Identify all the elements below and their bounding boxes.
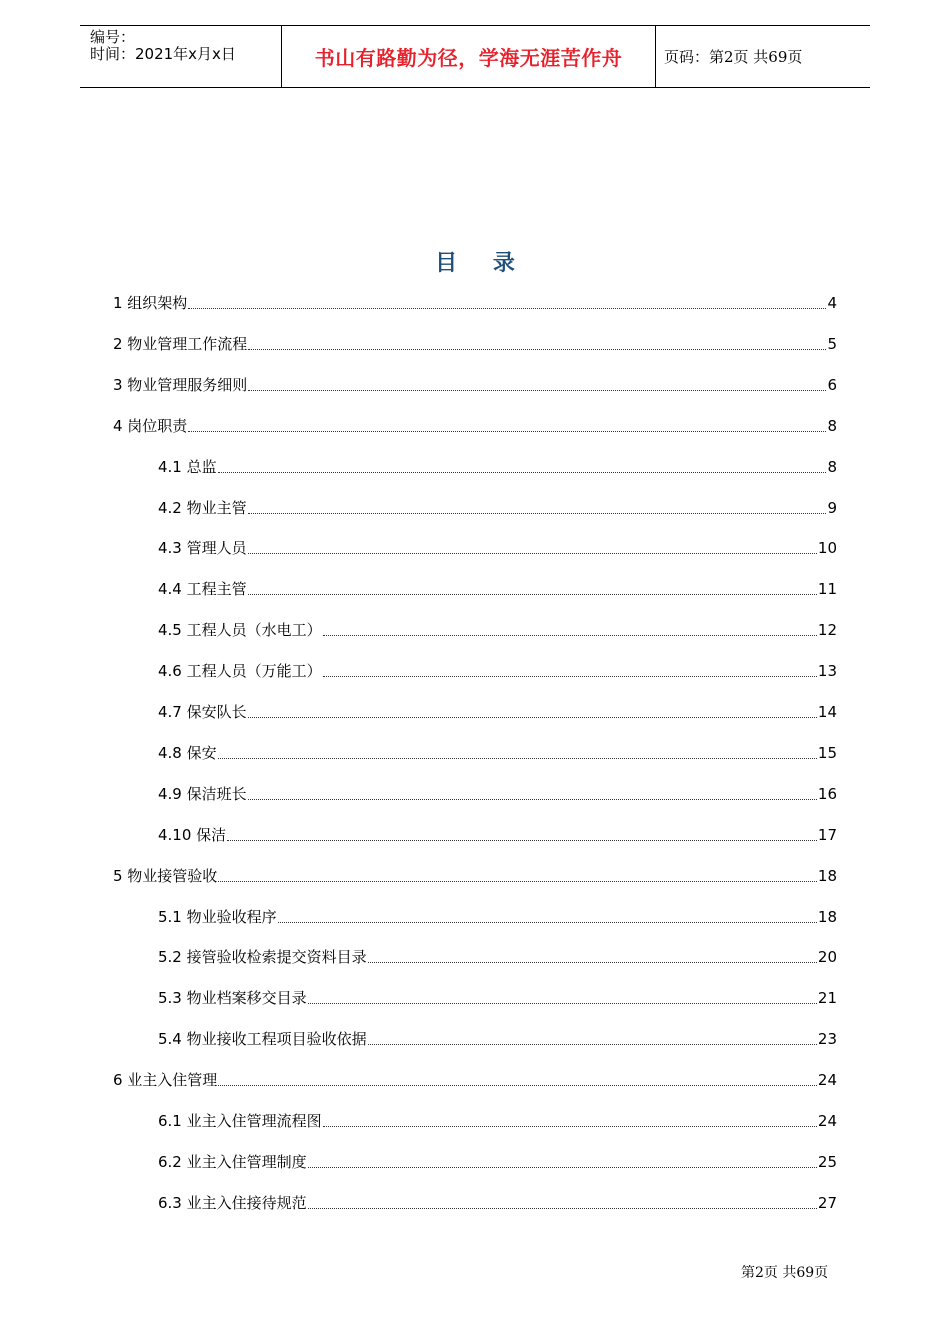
toc-entry[interactable] <box>158 575 837 603</box>
toc-entry[interactable] <box>158 739 837 767</box>
toc-entry[interactable] <box>113 371 837 399</box>
toc-entry-page-number: 11 <box>817 580 837 599</box>
toc-entry-page-number: 9 <box>827 498 837 517</box>
toc-entry-label: 4.7 保安队长 <box>158 703 247 721</box>
toc-entry-page-number: 18 <box>817 907 837 926</box>
toc-leader-dots <box>188 430 826 432</box>
toc-entry-label: 4.9 保洁班长 <box>158 784 247 803</box>
toc-leader-dots <box>278 921 817 923</box>
toc-leader-dots <box>248 348 826 350</box>
toc-leader-dots <box>248 552 817 554</box>
toc-entry-label: 4 岗位职责 <box>113 416 188 435</box>
toc-title: 目 录 <box>435 251 529 276</box>
document-number-label: 编号： <box>90 28 136 46</box>
toc-leader-dots <box>248 798 817 800</box>
toc-entry-label: 4.1 总监 <box>158 457 217 476</box>
toc-entry-label: 5 物业接管验收 <box>113 866 218 885</box>
toc-entry-page-number: 8 <box>827 416 837 435</box>
toc-leader-dots <box>248 716 817 718</box>
toc-entry[interactable] <box>158 616 837 644</box>
toc-entry-page-number: 15 <box>817 743 837 762</box>
toc-leader-dots <box>218 471 827 473</box>
toc-leader-dots <box>323 675 817 677</box>
toc-leader-dots <box>368 961 817 963</box>
document-time-label: 时间：2021年x月x日 <box>90 45 236 63</box>
toc-entry-label: 4.10 保洁 <box>158 825 227 844</box>
toc-entry[interactable] <box>158 1189 837 1217</box>
toc-entry-label: 4.5 工程人员（水电工） <box>158 621 322 640</box>
toc-entry-label: 6.1 业主入住管理流程图 <box>158 1112 322 1130</box>
header-meta <box>80 26 282 87</box>
toc-leader-dots <box>248 389 826 391</box>
toc-entry[interactable] <box>158 1025 837 1053</box>
toc-leader-dots <box>218 757 817 759</box>
toc-leader-dots <box>227 839 817 841</box>
toc-leader-dots <box>308 1207 817 1209</box>
toc-entry-label: 5.3 物业档案移交目录 <box>158 989 307 1008</box>
toc-entry[interactable] <box>158 1148 837 1176</box>
toc-entry-label: 4.2 物业主管 <box>158 498 247 517</box>
toc-entry[interactable] <box>158 780 837 808</box>
toc-entry-page-number: 24 <box>817 1071 837 1090</box>
toc-entry-page-number: 24 <box>817 1112 837 1130</box>
toc-entry-page-number: 25 <box>817 1152 837 1171</box>
header-page-info: 页码：第2页 共69页 <box>664 48 803 66</box>
toc-entry-label: 2 物业管理工作流程 <box>113 334 248 353</box>
header-motto: 书山有路勤为径，学海无涯苦作舟 <box>282 26 656 87</box>
toc-entry-label: 1 组织架构 <box>113 294 188 312</box>
toc-entry[interactable] <box>158 1107 837 1135</box>
toc-entry[interactable] <box>113 1066 837 1094</box>
toc-entry-label: 6.2 业主入住管理制度 <box>158 1152 307 1171</box>
toc-entry[interactable] <box>158 453 837 481</box>
toc-entry-label: 5.1 物业验收程序 <box>158 907 277 926</box>
toc-entry[interactable] <box>158 943 837 971</box>
toc-entry-page-number: 4 <box>827 294 837 312</box>
toc-leader-dots <box>308 1166 817 1168</box>
footer-page-info: 第2页 共69页 <box>741 1265 829 1281</box>
toc-entry-page-number: 12 <box>817 621 837 640</box>
toc-entry-label: 4.4 工程主管 <box>158 580 247 599</box>
toc-entry-page-number: 17 <box>817 825 837 844</box>
toc-entry-label: 3 物业管理服务细则 <box>113 375 248 394</box>
toc-entry[interactable] <box>113 862 837 890</box>
toc-entry[interactable] <box>158 657 837 685</box>
toc-entry-label: 4.3 管理人员 <box>158 539 247 558</box>
toc-leader-dots <box>188 307 826 309</box>
toc-entry-label: 6 业主入住管理 <box>113 1071 218 1090</box>
toc-entry[interactable] <box>113 412 837 440</box>
toc-leader-dots <box>308 1002 817 1004</box>
page-header <box>80 25 870 88</box>
toc-entry-page-number: 14 <box>817 703 837 721</box>
toc-leader-dots <box>323 1125 817 1127</box>
toc-entry[interactable] <box>158 494 837 522</box>
toc-leader-dots <box>218 880 817 882</box>
toc-entry-page-number: 20 <box>817 948 837 967</box>
toc-entry-page-number: 23 <box>817 1030 837 1049</box>
toc-entry-page-number: 8 <box>827 457 837 476</box>
toc-entry-page-number: 21 <box>817 989 837 1008</box>
toc-entry[interactable] <box>113 289 837 317</box>
toc-entry[interactable] <box>158 984 837 1012</box>
toc-leader-dots <box>248 593 817 595</box>
toc-entry-page-number: 6 <box>827 375 837 394</box>
toc-entry-label: 4.8 保安 <box>158 743 217 762</box>
toc-entry-page-number: 5 <box>827 334 837 353</box>
toc-entry-label: 4.6 工程人员（万能工） <box>158 662 322 681</box>
toc-leader-dots <box>323 634 817 636</box>
toc-entry[interactable] <box>158 534 837 562</box>
toc-entry[interactable] <box>158 698 837 726</box>
toc-entry-label: 5.4 物业接收工程项目验收依据 <box>158 1030 367 1049</box>
toc-entry[interactable] <box>158 821 837 849</box>
toc-entry-label: 5.2 接管验收检索提交资料目录 <box>158 948 367 967</box>
toc-leader-dots <box>368 1043 817 1045</box>
toc-entry-page-number: 18 <box>817 866 837 885</box>
toc-entry-page-number: 13 <box>817 662 837 681</box>
toc-leader-dots <box>218 1084 817 1086</box>
toc-entry[interactable] <box>113 330 837 358</box>
toc-entry-page-number: 27 <box>817 1193 837 1212</box>
toc-entry-page-number: 10 <box>817 539 837 558</box>
toc-entry[interactable] <box>158 903 837 931</box>
toc-leader-dots <box>248 512 827 514</box>
toc-entry-page-number: 16 <box>817 784 837 803</box>
toc-entry-label: 6.3 业主入住接待规范 <box>158 1193 307 1212</box>
